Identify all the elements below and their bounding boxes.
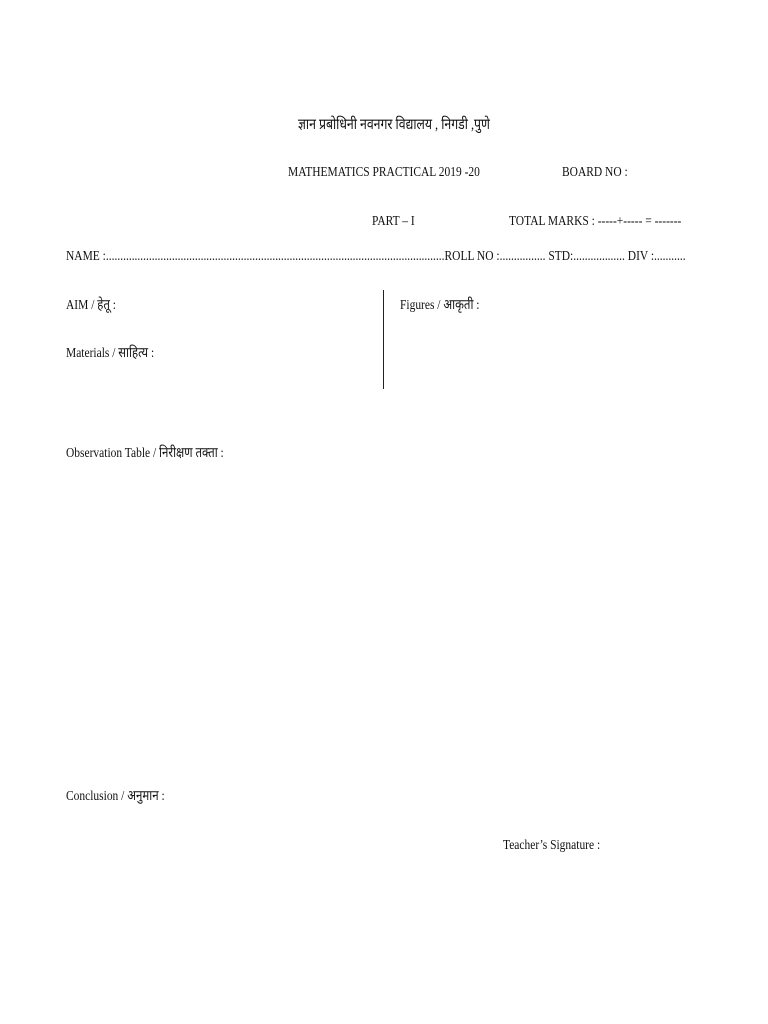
- figures-label: Figures / आकृती :: [400, 298, 480, 313]
- teacher-signature-label: Teacher’s Signature :: [503, 838, 601, 853]
- column-divider: [383, 290, 384, 389]
- aim-label: AIM / हेतू :: [66, 298, 116, 313]
- conclusion-label: Conclusion / अनुमान :: [66, 789, 165, 804]
- part-label: PART – I: [372, 214, 415, 229]
- subject-title: MATHEMATICS PRACTICAL 2019 -20: [288, 165, 480, 180]
- materials-label: Materials / साहित्य :: [66, 346, 155, 361]
- student-details-line: NAME :......................................................................................................................ROLL NO :................ STD:.................. DIV :...........: [66, 249, 686, 264]
- total-marks-label: TOTAL MARKS : -----+----- = -------: [509, 214, 682, 229]
- board-number-label: BOARD NO :: [562, 165, 628, 180]
- observation-table-label: Observation Table / निरीक्षण तक्ता :: [66, 446, 224, 461]
- school-name: ज्ञान प्रबोधिनी नवनगर विद्यालय , निगडी ,पुणे: [298, 117, 490, 133]
